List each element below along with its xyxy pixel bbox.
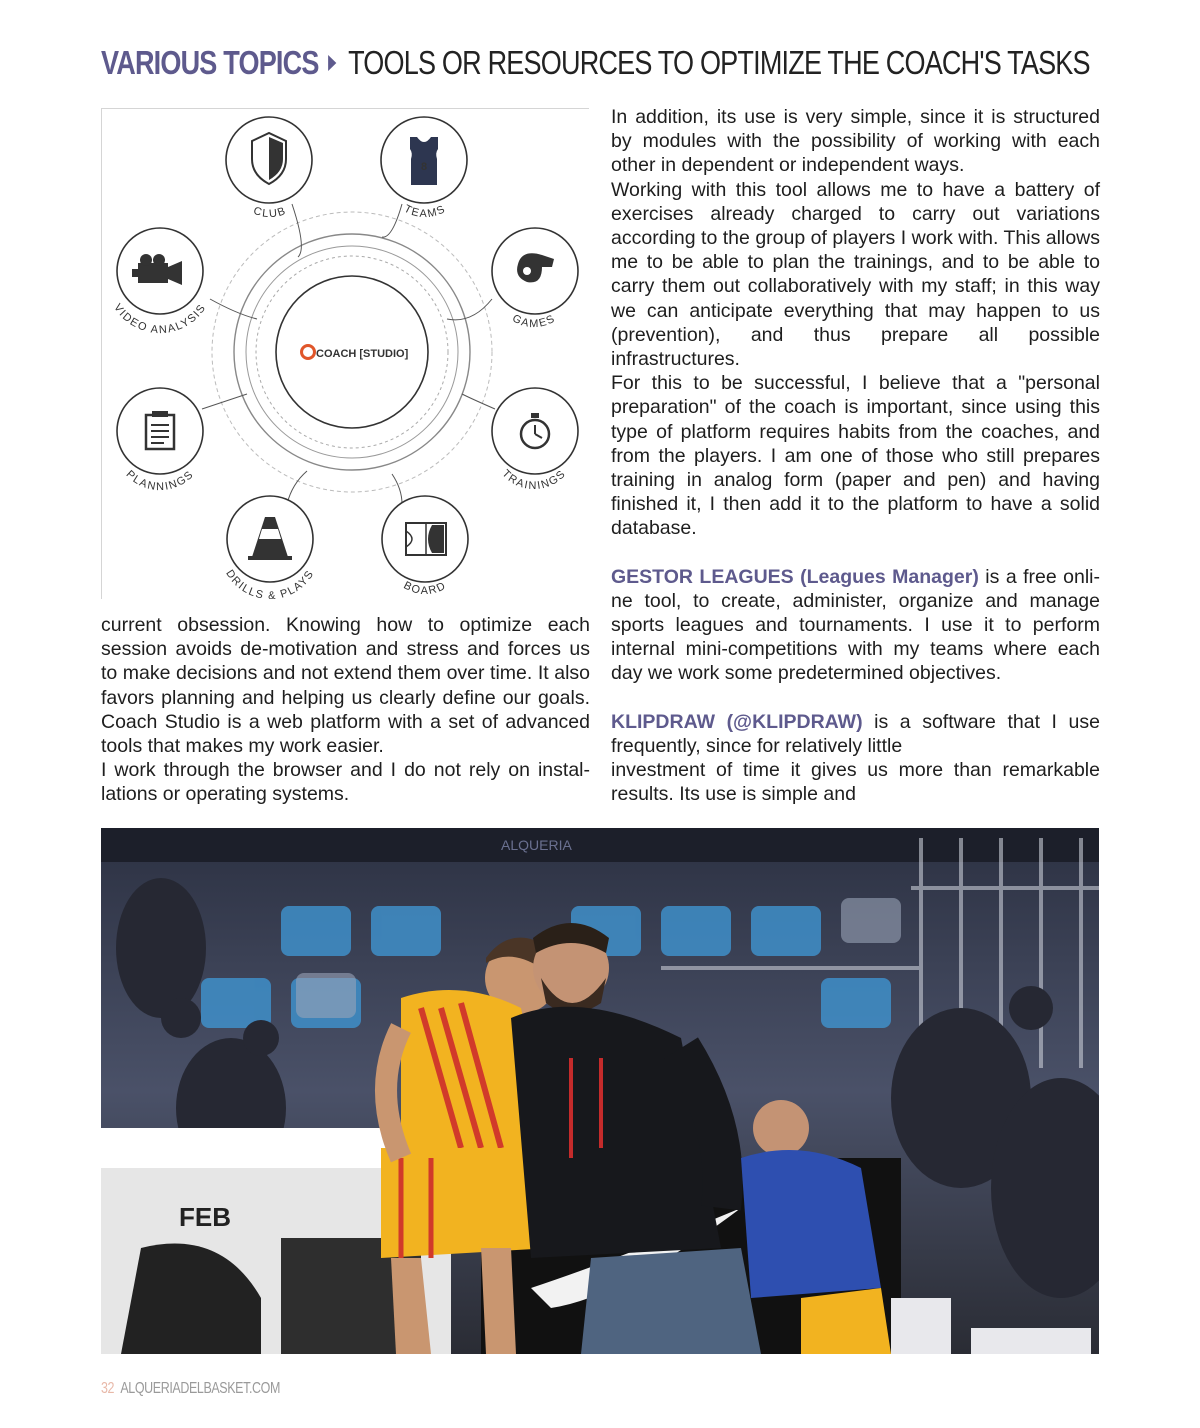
page-footer xyxy=(101,1380,280,1400)
module-games xyxy=(492,228,578,330)
module-board xyxy=(382,496,468,597)
page-number: 32 xyxy=(101,1380,115,1397)
left-paragraph-2: I work through the browser and I do not rely on installations or operating systems. xyxy=(101,759,590,806)
module-label-plannings: PLANNINGS xyxy=(123,468,197,494)
paragraph-spacer xyxy=(611,541,1100,565)
paragraph-spacer xyxy=(611,686,1100,710)
footer-site: ALQUERIADELBASKET.COM xyxy=(120,1380,280,1397)
basketball-coach-photo xyxy=(101,828,1099,1354)
section-label: VARIOUS TOPICS xyxy=(101,44,319,81)
feb-banner-text: FEB xyxy=(179,1202,231,1232)
page-title: TOOLS OR RESOURCES TO OPTIMIZE THE COACH'S TASKS xyxy=(348,44,1090,81)
module-trainings xyxy=(492,388,578,492)
module-label-board: BOARD xyxy=(401,579,449,597)
coach-studio-diagram xyxy=(101,108,589,599)
module-label-club: CLUB xyxy=(251,204,289,221)
center-logo-text: COACH [STUDIO] xyxy=(316,348,409,360)
right-paragraph-1: In addition, its use is very simple, since it is structured by modules with the possibility of working with each other in dependent or independent ways. xyxy=(611,106,1100,177)
court-board-icon xyxy=(406,523,446,555)
svg-text:CLUB xyxy=(252,205,288,220)
jersey-number: 8 xyxy=(420,161,428,173)
module-teams xyxy=(381,117,467,220)
left-paragraph-1: current obsession. Knowing how to optimize each session avoids de-motivation and stress and forces us to make decisions and not extend them over time. It also favors planning and helping us clearly define our goals. Coach Studio is a web platform with a set of advanced tools that makes my work easier. xyxy=(101,614,590,758)
klipdraw-paragraph xyxy=(611,710,1100,758)
right-paragraph-3: For this to be successful, I believe that a "personal preparation" of the coach is important, since using this type of platform requires habits from the coaches, and from the players. I am one of those who still prepares training in analog form (paper and pen) and having finished it, I then add it to the platform to have a solid database. xyxy=(611,372,1100,540)
klipdraw-text: is a software that I use frequently, since for relatively little xyxy=(611,710,1100,757)
photo-illustration xyxy=(101,828,1099,1354)
jersey-icon xyxy=(410,137,438,185)
gestor-leagues-highlight: GESTOR LEAGUES (Leagues Manager) xyxy=(611,565,979,588)
module-club xyxy=(226,117,312,220)
module-label-teams: TEAMS xyxy=(402,202,448,221)
right-column xyxy=(611,105,1100,806)
svg-text:GAMES xyxy=(510,312,558,330)
diagram-svg xyxy=(102,109,589,599)
gestor-leagues-text: is a free online tool, to create, administer, organize and manage sports leagues and tournaments. I use it to perform internal mini-competitions with my teams where each day we work some predetermined objectives. xyxy=(611,565,1100,685)
left-column xyxy=(101,613,590,807)
right-paragraph-2: Working with this tool allows me to have a battery of exercises already charged to carry out variations according to the group of players I work with. This allows me to be able to plan the trainings, and to be able to carry them out collaboratively with my staff; in this way we can anticipate everything that may happen to us (prevention), and thus prepare all possible infrastructures. xyxy=(611,178,1100,371)
coach-studio-logo xyxy=(302,346,409,361)
module-drills xyxy=(223,496,317,599)
gestor-leagues-paragraph xyxy=(611,565,1100,686)
sponsor-banner-text: ALQUERIA xyxy=(501,837,572,853)
right-paragraph-6: investment of time it gives us more than remarkable results. Its use is simple and xyxy=(611,759,1100,806)
module-label-video-analysis: VIDEO ANALYSIS xyxy=(111,301,209,337)
module-label-trainings: TRAININGS xyxy=(499,467,569,493)
svg-text:TEAMS xyxy=(402,203,448,220)
clipboard-icon xyxy=(146,411,174,449)
module-video-analysis xyxy=(111,228,209,336)
module-label-drills: DRILLS & PLAYS xyxy=(223,567,317,599)
module-plannings xyxy=(117,388,203,493)
klipdraw-highlight: KLIPDRAW (@KLIPDRAW) xyxy=(611,710,863,733)
page-header xyxy=(101,40,1090,86)
module-label-games: GAMES xyxy=(510,312,558,331)
triangle-arrow-icon xyxy=(328,55,336,71)
